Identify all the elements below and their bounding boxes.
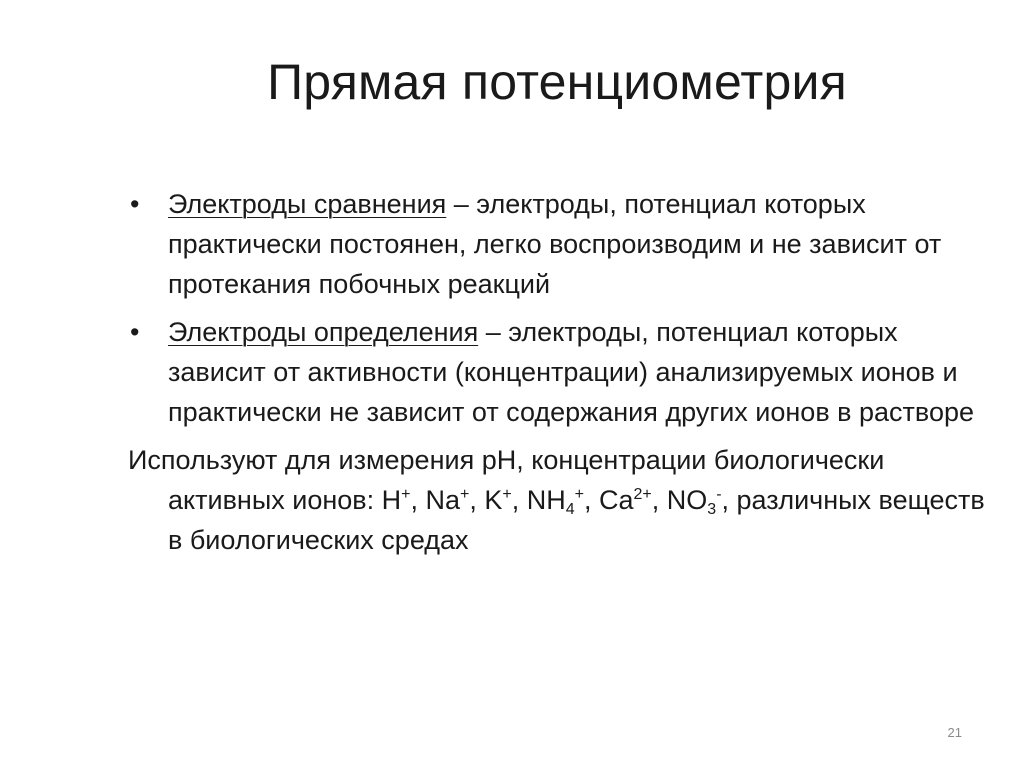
bullet-item-indicator-electrodes <box>128 312 988 432</box>
ion-na: Na <box>425 485 460 515</box>
ion-ca-charge: 2+ <box>633 486 652 503</box>
bullet-list <box>128 184 988 432</box>
usage-lead: Используют для измерения pH, концентрации биологически активных ионов: <box>128 445 885 515</box>
ion-nh-subscript: 4 <box>565 501 575 518</box>
ion-h: H <box>381 485 402 515</box>
bullet-item-reference-electrodes <box>128 184 988 304</box>
slide-content <box>128 184 988 560</box>
ion-nh: NH <box>526 485 566 515</box>
ion-h-charge: + <box>401 486 411 503</box>
bullet-term: Электроды сравнения <box>168 189 447 219</box>
usage-tail: , различных веществ в биологических средах <box>168 485 985 555</box>
bullet-term: Электроды определения <box>168 317 479 347</box>
ion-no-charge: - <box>716 486 722 503</box>
page-number: 21 <box>947 725 962 740</box>
bullet-icon: • <box>130 189 140 219</box>
ion-nh-charge: + <box>574 486 584 503</box>
ion-ca: Ca <box>599 485 634 515</box>
ion-k: K <box>484 485 503 515</box>
ion-no: NO <box>666 485 708 515</box>
slide-title-text: Прямая потенциометрия <box>267 54 847 110</box>
usage-paragraph: Используют для измерения pH, концентрации биологически активных ионов: H+, Na+, K+, $NH_4^+$, $Ca^{2+}$, $NO_3^-$, различных веществ в биологических средах <box>128 445 985 555</box>
bullet-text: – электроды, потенциал которых зависит от активности (концентрации) анализируемых ионов и практически не зависит от содержания других ионов в растворе <box>168 317 974 427</box>
bullet-text: – электроды, потенциал которых практически постоянен, легко воспроизводим и не зависит от протекания побочных реакций <box>168 189 942 299</box>
ion-no-subscript: 3 <box>707 501 717 518</box>
ion-na-charge: + <box>460 486 470 503</box>
ion-k-charge: + <box>502 486 512 503</box>
slide-title <box>0 52 1024 112</box>
bullet-icon: • <box>130 317 140 347</box>
